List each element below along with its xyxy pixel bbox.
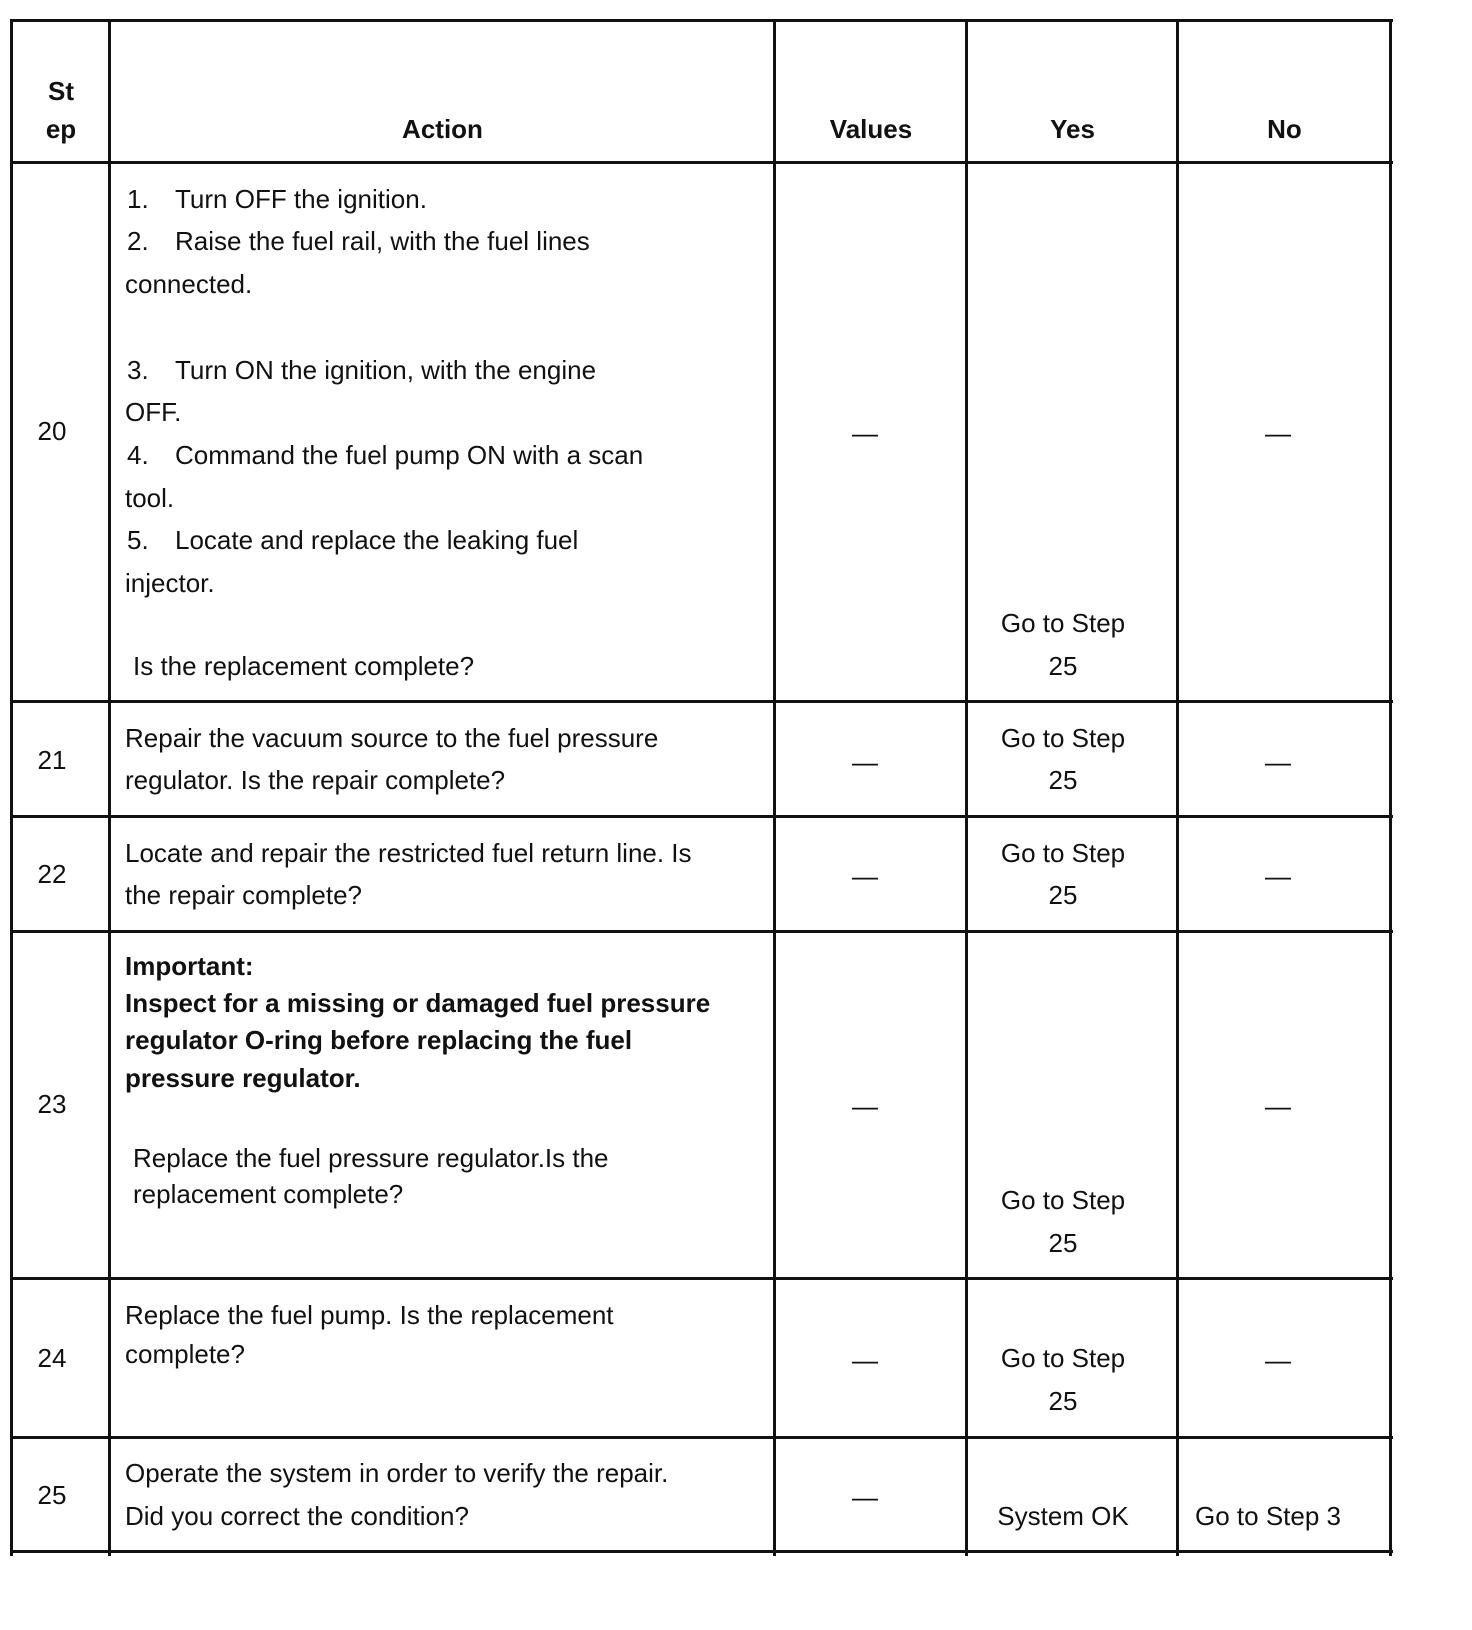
values-cell: — [852, 747, 878, 777]
grid-line [10, 161, 1393, 164]
step-number: 22 [37, 859, 67, 889]
no-cell: — [1265, 747, 1291, 777]
header-action: Action [402, 114, 483, 144]
values-cell: — [852, 861, 878, 891]
no-cell: — [1265, 1091, 1291, 1121]
item-number: 4. [127, 440, 149, 470]
grid-line [10, 815, 1393, 818]
yes-cell-line1: Go to Step [1000, 608, 1126, 638]
yes-cell-line2: 25 [1048, 765, 1078, 795]
header-yes: Yes [1050, 114, 1095, 144]
item-number: 2. [127, 226, 149, 256]
grid-line [108, 19, 111, 1556]
important-label: Important: [125, 951, 254, 981]
action-item [127, 184, 427, 214]
values-cell: — [852, 418, 878, 448]
grid-line [1389, 19, 1392, 1556]
yes-cell-line1: Go to Step [1000, 1343, 1126, 1373]
no-cell: Go to Step 3 [1195, 1501, 1341, 1531]
action-text-line1: Operate the system in order to verify the repair. [125, 1458, 669, 1488]
action-text-part: Replace the fuel pump. [125, 1300, 393, 1330]
step-number: 23 [37, 1089, 67, 1119]
step-number: 21 [37, 745, 67, 775]
action-text-line2: replacement complete? [133, 1179, 404, 1209]
yes-cell-line2: 25 [1048, 1386, 1078, 1416]
no-cell: — [1265, 418, 1291, 448]
grid-line [10, 19, 13, 1556]
values-cell: — [852, 1482, 878, 1512]
action-item [127, 355, 596, 385]
header-step-bottom: ep [45, 114, 77, 144]
item-text: Locate and replace the leaking fuel [175, 525, 579, 555]
action-text-line2: regulator. Is the repair complete? [125, 765, 506, 795]
step-number: 20 [37, 416, 67, 446]
yes-cell-line2: 25 [1048, 1228, 1078, 1258]
important-note-line: pressure regulator. [125, 1063, 361, 1093]
item-continuation: OFF. [125, 397, 182, 427]
no-cell: — [1265, 1345, 1291, 1375]
grid-line [773, 19, 776, 1556]
yes-cell: System OK [997, 1501, 1129, 1531]
action-text-line2: complete? [125, 1339, 245, 1369]
action-text-part: Is the replacement [399, 1300, 614, 1330]
action-item [127, 440, 643, 470]
item-continuation: connected. [125, 269, 253, 299]
values-cell: — [852, 1091, 878, 1121]
step-number: 25 [37, 1480, 67, 1510]
action-text-line2: the repair complete? [125, 880, 363, 910]
grid-line [10, 700, 1393, 703]
yes-cell-line2: 25 [1048, 651, 1078, 681]
important-note-line: Inspect for a missing or damaged fuel pressure [125, 988, 711, 1018]
header-values: Values [829, 114, 913, 144]
item-text: Raise the fuel rail, with the fuel lines [175, 226, 590, 256]
item-continuation: tool. [125, 483, 175, 513]
item-text: Turn ON the ignition, with the engine [175, 355, 597, 385]
item-number: 3. [127, 355, 149, 385]
item-continuation: injector. [125, 568, 215, 598]
action-text-line1: Repair the vacuum source to the fuel pressure [125, 723, 659, 753]
action-text-line1: Locate and repair the restricted fuel return line. Is [125, 838, 692, 868]
action-item [127, 525, 578, 555]
grid-line [10, 19, 1393, 22]
yes-cell-line2: 25 [1048, 880, 1078, 910]
action-text-line2: Did you correct the condition? [125, 1501, 469, 1531]
values-cell: — [852, 1345, 878, 1375]
item-text: Turn OFF the ignition. [175, 184, 427, 214]
item-number: 5. [127, 525, 149, 555]
no-cell: — [1265, 861, 1291, 891]
action-item [127, 226, 590, 256]
step-number: 24 [37, 1343, 67, 1373]
grid-line [10, 1277, 1393, 1280]
action-question: Is the replacement complete? [133, 651, 475, 681]
header-step-top: St [48, 76, 74, 106]
yes-cell-line1: Go to Step [1000, 1185, 1126, 1215]
item-text: Command the fuel pump ON with a scan [175, 440, 644, 470]
grid-line [1176, 19, 1179, 1556]
item-number: 1. [127, 184, 149, 214]
grid-line [10, 1550, 1393, 1553]
header-no: No [1267, 114, 1302, 144]
action-text-line1 [125, 1300, 614, 1330]
yes-cell-line1: Go to Step [1000, 723, 1126, 753]
grid-line [10, 1436, 1393, 1439]
yes-cell-line1: Go to Step [1000, 838, 1126, 868]
action-text-line1: Replace the fuel pressure regulator.Is the [133, 1143, 609, 1173]
grid-line [10, 930, 1393, 933]
important-note-line: regulator O-ring before replacing the fuel [125, 1025, 633, 1055]
